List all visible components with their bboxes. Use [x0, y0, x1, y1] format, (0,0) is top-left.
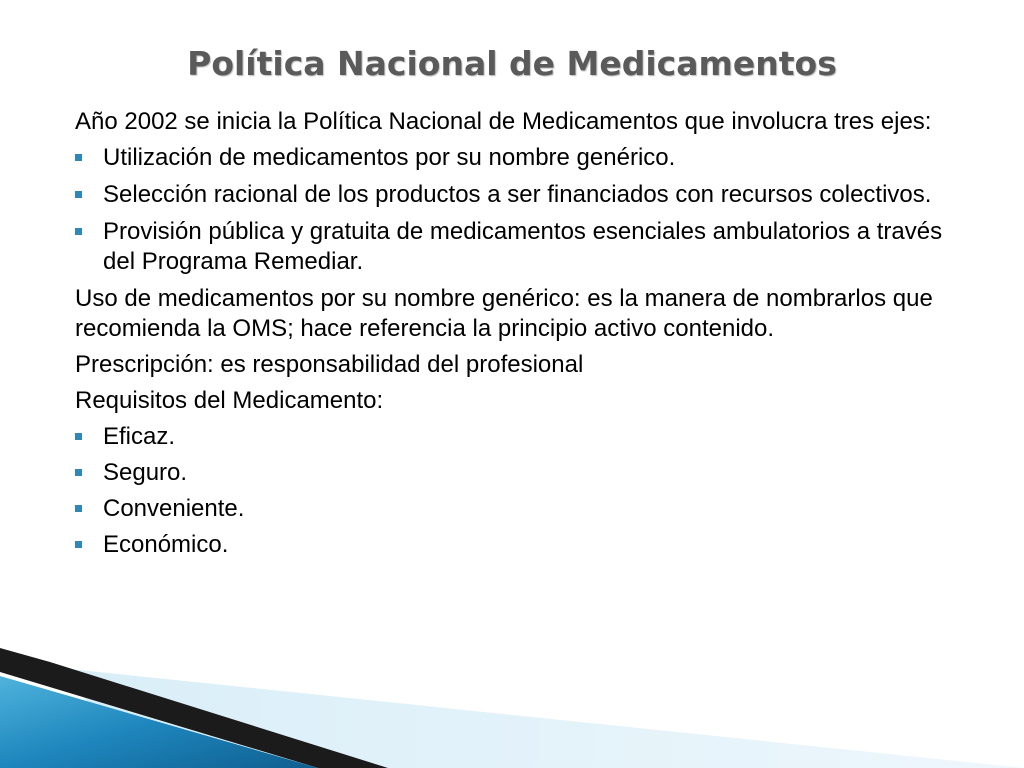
list-item [75, 494, 975, 524]
slide-title [0, 44, 1024, 83]
square-bullet-icon [75, 541, 82, 548]
axes-list [75, 143, 975, 277]
pale-band-shape [60, 668, 1024, 768]
list-item [75, 180, 975, 210]
generic-use-paragraph: Uso de medicamentos por su nombre genérico: es la manera de nombrarlos que recomienda la OMS; hace referencia la principio activo contenido. [75, 285, 933, 342]
axis-text: Selección racional de los productos a ser financiados con recursos colectivos. [103, 181, 932, 208]
blue-wave-shape [0, 676, 318, 768]
prescription-paragraph: Prescripción: es responsabilidad del profesional [75, 351, 584, 378]
list-item [75, 422, 975, 452]
square-bullet-icon [75, 505, 82, 512]
square-bullet-icon [75, 191, 82, 198]
square-bullet-icon [75, 469, 82, 476]
square-bullet-icon [75, 228, 82, 235]
square-bullet-icon [75, 433, 82, 440]
list-item [75, 217, 975, 277]
axis-text: Provisión pública y gratuita de medicamentos esenciales ambulatorios a través del Programa Remediar. [103, 218, 943, 275]
slide-title-text: Política Nacional de Medicamentos [187, 44, 837, 83]
intro-paragraph: Año 2002 se inicia la Política Nacional de Medicamentos que involucra tres ejes: [75, 108, 932, 135]
list-item [75, 530, 975, 560]
requirement-text: Conveniente. [103, 495, 245, 522]
requirement-text: Eficaz. [103, 423, 176, 450]
requirements-list [75, 422, 975, 560]
dark-stripe-shape [0, 648, 388, 768]
requirements-heading: Requisitos del Medicamento: [75, 387, 384, 414]
slide-body [75, 107, 975, 566]
requirement-text: Económico. [103, 531, 229, 558]
list-item [75, 458, 975, 488]
list-item [75, 143, 975, 173]
requirement-text: Seguro. [103, 459, 188, 486]
square-bullet-icon [75, 154, 82, 161]
axis-text: Utilización de medicamentos por su nombre genérico. [103, 144, 676, 171]
